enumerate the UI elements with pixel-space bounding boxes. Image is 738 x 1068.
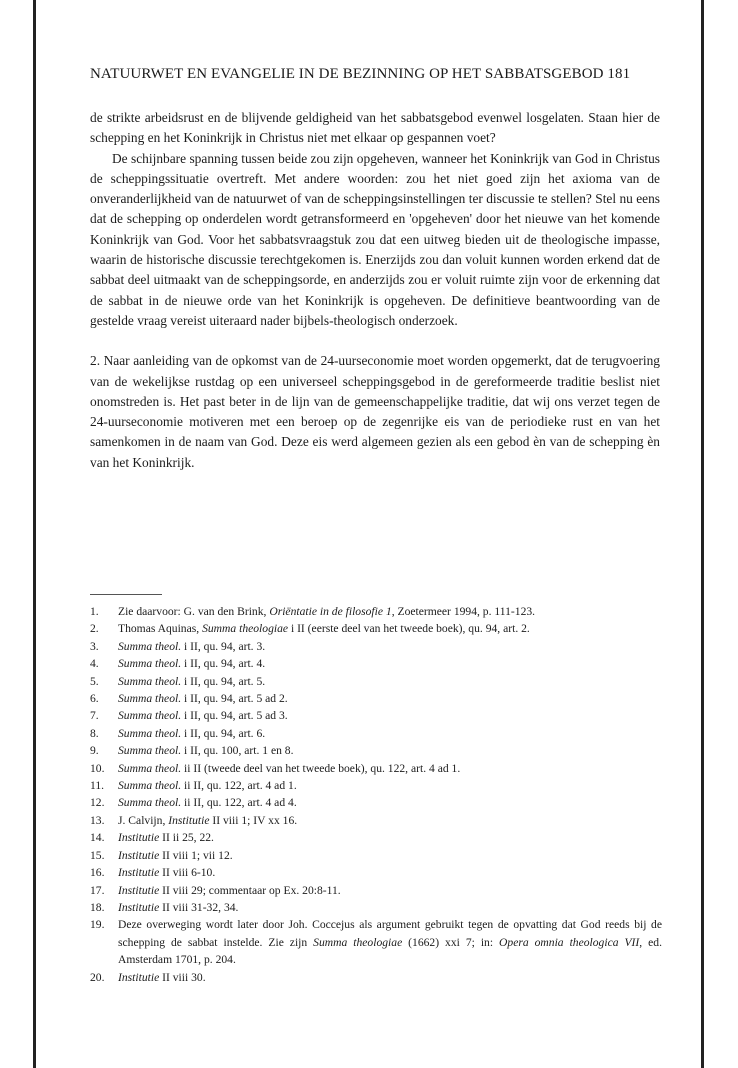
footnote-text (118, 620, 662, 637)
footnote-title: Opera omnia theologica VII (499, 935, 640, 949)
paragraph-1: de strikte arbeidsrust en de blijvende geldigheid van het sabbatsgebod evenwel losgelaten. Staan hier de schepping en het Koninkrijk in Christus niet met elkaar op gespannen voet? (90, 110, 660, 146)
footnote-text (118, 655, 662, 672)
footnote-title: Summa theologiae (202, 622, 289, 636)
footnote-item (90, 794, 662, 811)
footnote-title: Oriëntatie in de filosofie 1 (269, 605, 392, 618)
footnote-segment: i II, qu. 94, art. 4. (181, 657, 266, 671)
footnote-segment: i II, qu. 94, art. 5 ad 2. (181, 692, 288, 706)
footnote-text (118, 864, 662, 881)
footnote-text (118, 690, 662, 707)
footnote-item (90, 829, 662, 846)
footnote-text (118, 812, 662, 829)
footnote-title: Summa theol. (118, 779, 182, 793)
footnote-title: Summa theol. (118, 692, 182, 706)
footnote-segment: i II, qu. 94, art. 6. (181, 726, 266, 740)
footnote-segment: ii II (tweede deel van het tweede boek), qu. 122, art. 4 ad 1. (181, 761, 461, 775)
footnote-item (90, 847, 662, 864)
paragraph-3: 2. Naar aanleiding van de opkomst van de 24-uurseconomie moet worden opgemerkt, dat de terugvoering van de wekelijkse rustdag op een universeel scheppingsgebod in de gereformeerde traditie beslist niet onomstreden is. Het past beter in de lijn van de gemeenschappelijke traditie, dat wij ons verzet tegen de 24-uurseconomie motiveren met een beroep op de zegenrijke eis van de periodieke rust en van het samenkomen in de naam van God. Deze eis werd algemeen gezien als een gebod èn van de schepping èn van het Koninkrijk. (90, 353, 660, 470)
footnote-title: Summa theol. (118, 657, 182, 671)
footnote-item (90, 620, 662, 637)
footnote-number: 18. (90, 900, 105, 914)
footnote-text (118, 882, 662, 899)
footnote-text (118, 707, 662, 724)
footnote-text (118, 760, 662, 777)
footnote-number: 19. (90, 918, 105, 932)
footnote-number: 5. (90, 674, 99, 688)
footnote-number: 4. (90, 657, 99, 671)
footnote-number: 9. (90, 744, 99, 758)
footnote-segment: Deze overweging wordt later door Joh. Coccejus als argument gebruikt tegen de opvatting dat God reeds bij de schepping de sabbat instelde. Zie zijn (118, 918, 662, 949)
footnote-item (90, 742, 662, 759)
footnote-number: 8. (90, 726, 99, 740)
footnote-number: 2. (90, 622, 99, 636)
footnote-item (90, 690, 662, 707)
footnote-segment: ii II, qu. 122, art. 4 ad 4. (181, 796, 297, 810)
footnote-text (118, 777, 662, 794)
footnote-item (90, 603, 662, 620)
footnote-item (90, 969, 662, 986)
footnote-number: 6. (90, 692, 99, 706)
footnote-item (90, 760, 662, 777)
footnotes (90, 603, 662, 986)
footnote-segment: II viii 30. (159, 970, 206, 984)
footnote-title: Institutie (118, 831, 160, 845)
footnote-item (90, 655, 662, 672)
footnote-segment: Zie daarvoor: G. van den Brink, (118, 605, 270, 618)
footnote-number: 11. (90, 779, 105, 793)
footnote-number: 20. (90, 970, 105, 984)
footnote-item (90, 673, 662, 690)
footnote-segment: i II (eerste deel van het tweede boek), qu. 94, art. 2. (288, 622, 530, 636)
footnote-title: Summa theol. (118, 726, 182, 740)
footnote-title: Institutie (118, 970, 160, 984)
footnote-item (90, 638, 662, 655)
footnote-segment: II viii 1; IV xx 16. (209, 813, 298, 827)
footnote-text (118, 794, 662, 811)
footnote-segment: II ii 25, 22. (159, 831, 214, 845)
footnote-number: 13. (90, 813, 105, 827)
footnote-item (90, 899, 662, 916)
footnote-title: Summa theol. (118, 796, 182, 810)
footnote-text (118, 603, 662, 620)
footnote-title: Institutie (168, 813, 210, 827)
footnote-segment: II viii 1; vii 12. (159, 848, 233, 862)
footnote-title: Institutie (118, 900, 160, 914)
footnote-title: Summa theol. (118, 709, 182, 723)
scan-edge-left (33, 0, 36, 1068)
footnote-item (90, 707, 662, 724)
scan-edge-right (701, 0, 704, 1068)
footnote-number: 15. (90, 848, 105, 862)
footnote-item (90, 882, 662, 899)
running-header: NATUURWET EN EVANGELIE IN DE BEZINNING OP HET SABBATSGEBOD 181 (90, 66, 631, 82)
footnote-text (118, 725, 662, 742)
paragraph-2: De schijnbare spanning tussen beide zou zijn opgeheven, wanneer het Koninkrijk van God in Christus de scheppingssituatie overtreft. Met andere woorden: zou het niet goed zijn het axioma van de onveranderlijkheid van de natuurwet of van de scheppingsinstellingen ter discussie te stellen? Stel nu eens dat de schepping op onderdelen wordt getransformeerd en 'opgeheven' door het nieuwe van het komende Koninkrijk van God. Voor het sabbatsvraagstuk zou dat een uitweg bieden uit de theologische impasse, waarin de historische discussie terechtgekomen is. Enerzijds zou dan voluit kunnen worden erkend dat de sabbat deel uitmaakt van de scheppingsorde, en anderzijds zou er voluit ruimte zijn voor de erkenning dat de sabbat in de nieuwe orde van het Koninkrijk is opgeheven. De definitieve beantwoording van de gestelde vraag vereist uiteraard nader bijbels-theologisch onderzoek. (90, 150, 660, 328)
footnote-title: Summa theol. (118, 674, 182, 688)
footnote-segment: ii II, qu. 122, art. 4 ad 1. (181, 779, 297, 793)
footnote-segment: , ed. Amsterdam 1701, p. 204. (118, 935, 662, 967)
footnote-text (118, 916, 662, 968)
footnote-title: Institutie (118, 866, 160, 880)
footnote-number: 1. (90, 605, 99, 618)
footnote-segment: i II, qu. 100, art. 1 en 8. (181, 744, 294, 758)
footnote-number: 14. (90, 831, 105, 845)
footnote-segment: Thomas Aquinas, (118, 622, 203, 636)
footnote-title: Summa theol. (118, 761, 182, 775)
footnote-text (118, 742, 662, 759)
footnote-segment: , Zoetermeer 1994, p. 111-123. (391, 605, 536, 618)
footnote-number: 16. (90, 866, 105, 880)
footnote-segment: II viii 31-32, 34. (159, 900, 239, 914)
footnote-text (118, 673, 662, 690)
footnote-segment: i II, qu. 94, art. 5. (181, 674, 266, 688)
footnote-segment: (1662) xxi 7; in: (402, 935, 500, 949)
footnote-text (118, 638, 662, 655)
footnote-item (90, 777, 662, 794)
footnote-number: 10. (90, 761, 105, 775)
footnote-text (118, 969, 662, 986)
footnote-item (90, 864, 662, 881)
main-text (90, 108, 660, 473)
footnote-title: Institutie (118, 848, 160, 862)
footnote-title: Summa theologiae (313, 935, 403, 949)
footnote-number: 7. (90, 709, 99, 723)
footnote-number: 12. (90, 796, 105, 810)
footnote-number: 17. (90, 883, 105, 897)
footnote-segment: II viii 6-10. (159, 866, 216, 880)
footnote-segment: i II, qu. 94, art. 5 ad 3. (181, 709, 288, 723)
footnote-number: 3. (90, 639, 99, 653)
footnote-text (118, 847, 662, 864)
footnote-title: Summa theol. (118, 639, 182, 653)
footnote-title: Institutie (118, 883, 160, 897)
footnote-text (118, 899, 662, 916)
footnote-segment: II viii 29; commentaar op Ex. 20:8-11. (159, 883, 341, 897)
footnote-segment: J. Calvijn, (118, 813, 169, 827)
footnote-item (90, 812, 662, 829)
footnote-separator (90, 594, 162, 595)
footnote-title: Summa theol. (118, 744, 182, 758)
footnote-item (90, 916, 662, 968)
footnote-item (90, 725, 662, 742)
footnote-segment: i II, qu. 94, art. 3. (181, 639, 266, 653)
footnote-text (118, 829, 662, 846)
